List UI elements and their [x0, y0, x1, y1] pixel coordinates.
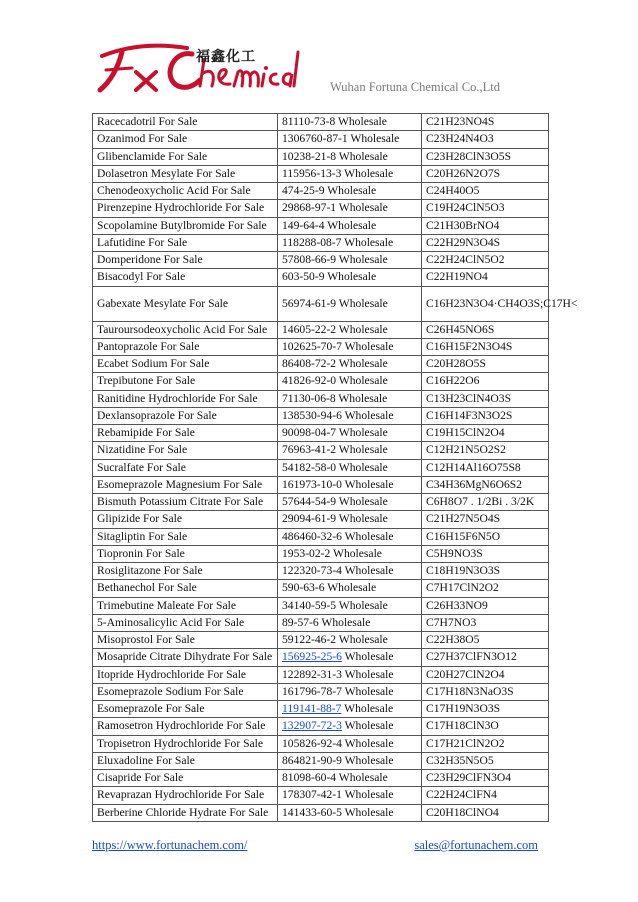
wholesale-label: Wholesale	[318, 615, 371, 629]
product-name-cell: Dolasetron Mesylate For Sale	[93, 165, 278, 182]
product-name-cell: Lafutidine For Sale	[93, 234, 278, 251]
formula-cell: C26H33NO9	[422, 597, 549, 614]
product-name-cell: Misoprostol For Sale	[93, 632, 278, 649]
cas-cell	[278, 787, 422, 804]
cas-number: 56974-61-9	[282, 296, 337, 310]
cas-number: 864821-90-9	[282, 753, 342, 767]
cas-number: 122320-73-4	[282, 564, 342, 578]
company-name: Wuhan Fortuna Chemical Co.,Ltd	[330, 80, 500, 94]
cas-number: 178307-42-1	[282, 788, 342, 802]
wholesale-label: Wholesale	[341, 736, 394, 750]
cas-number: 474-25-9	[282, 184, 325, 198]
wholesale-label: Wholesale	[341, 166, 394, 180]
wholesale-label: Wholesale	[336, 443, 388, 457]
product-name-cell: Ecabet Sodium For Sale	[93, 356, 278, 373]
wholesale-label: Wholesale	[324, 270, 377, 284]
wholesale-label: Wholesale	[336, 253, 388, 267]
cas-cell	[278, 597, 422, 614]
formula-cell: C20H28O5S	[422, 356, 549, 373]
product-name-cell: Rosiglitazone For Sale	[93, 563, 278, 580]
cas-cell	[278, 666, 422, 683]
table-row	[93, 597, 549, 614]
product-name-cell: Mosapride Citrate Dihydrate For Sale	[93, 649, 278, 666]
cas-number: 57644-54-9	[282, 495, 337, 509]
table-row	[93, 321, 549, 338]
wholesale-label: Wholesale	[336, 460, 388, 474]
cas-number: 122892-31-3	[282, 667, 342, 681]
formula-cell: C12H14Al16O75S8	[422, 459, 549, 476]
wholesale-label: Wholesale	[336, 149, 388, 163]
table-row	[93, 356, 549, 373]
table-row	[93, 683, 549, 700]
wholesale-label: Wholesale	[336, 633, 388, 647]
product-name-cell: Ozanimod For Sale	[93, 131, 278, 148]
table-row	[93, 770, 549, 787]
formula-cell: C17H19N3O3S	[422, 701, 549, 718]
wholesale-label: Wholesale	[324, 581, 377, 595]
cas-number: 59122-46-2	[282, 633, 337, 647]
cas-cell	[278, 165, 422, 182]
cas-cell	[278, 425, 422, 442]
wholesale-label: Wholesale	[335, 115, 387, 129]
product-name-cell: Sucralfate For Sale	[93, 459, 278, 476]
product-name-cell: 5-Aminosalicylic Acid For Sale	[93, 614, 278, 631]
table-row	[93, 787, 549, 804]
formula-cell: C17H21ClN2O2	[422, 735, 549, 752]
table-row	[93, 269, 549, 286]
table-row	[93, 373, 549, 390]
cas-number: 90098-04-7	[282, 426, 337, 440]
table-row	[93, 580, 549, 597]
cas-number: 57808-66-9	[282, 253, 337, 267]
product-name-cell: Racecadotril For Sale	[93, 114, 278, 131]
cas-cell	[278, 804, 422, 821]
wholesale-label: Wholesale	[335, 391, 388, 405]
wholesale-label: Wholesale	[336, 426, 388, 440]
formula-cell: C13H23ClN4O3S	[422, 390, 549, 407]
table-row	[93, 666, 549, 683]
table-row	[93, 217, 549, 234]
product-name-cell: Domperidone For Sale	[93, 252, 278, 269]
cas-number: 54182-58-0	[282, 460, 337, 474]
table-row	[93, 476, 549, 493]
formula-cell: C32H35N5O5	[422, 752, 549, 769]
cas-cell	[278, 131, 422, 148]
cas-cell	[278, 752, 422, 769]
wholesale-label: Wholesale	[341, 667, 394, 681]
cas-number: 115956-13-3	[282, 166, 342, 180]
cas-number: 10238-21-8	[282, 149, 337, 163]
product-name-cell: Scopolamine Butylbromide For Sale	[93, 217, 278, 234]
wholesale-label: Wholesale	[341, 235, 394, 249]
wholesale-label: Wholesale	[341, 339, 394, 353]
cas-cell	[278, 459, 422, 476]
product-name-cell: Cisapride For Sale	[93, 770, 278, 787]
formula-cell: C20H26N2O7S	[422, 165, 549, 182]
cas-cell	[278, 390, 422, 407]
table-row	[93, 528, 549, 545]
cas-cell	[278, 148, 422, 165]
cas-number: 71130-06-8	[282, 391, 336, 405]
product-name-cell: Esomeprazole Sodium For Sale	[93, 683, 278, 700]
formula-cell: C22H24ClFN4	[422, 787, 549, 804]
product-name-cell: Trepibutone For Sale	[93, 373, 278, 390]
wholesale-label: Wholesale	[324, 184, 377, 198]
cas-cell	[278, 614, 422, 631]
email-link[interactable]: sales@fortunachem.com	[414, 838, 538, 852]
wholesale-label: Wholesale	[336, 495, 388, 509]
product-name-cell: Dexlansoprazole For Sale	[93, 407, 278, 424]
wholesale-label: Wholesale	[324, 218, 377, 232]
product-name-cell: Glibenclamide For Sale	[93, 148, 278, 165]
wholesale-label: Wholesale	[341, 719, 394, 733]
table-row	[93, 632, 549, 649]
product-name-cell: Tauroursodeoxycholic Acid For Sale	[93, 321, 278, 338]
product-name-cell: Ranitidine Hydrochloride For Sale	[93, 390, 278, 407]
table-row	[93, 338, 549, 355]
cas-cell	[278, 321, 422, 338]
wholesale-label: Wholesale	[336, 512, 388, 526]
product-name-cell: Gabexate Mesylate For Sale	[93, 286, 278, 321]
wholesale-label: Wholesale	[341, 684, 394, 698]
formula-cell: C21H30BrNO4	[422, 217, 549, 234]
wholesale-label: Wholesale	[336, 374, 388, 388]
logo-chinese-text: 福鑫化工	[196, 49, 256, 65]
cas-cell	[278, 217, 422, 234]
product-name-cell: Rebamipide For Sale	[93, 425, 278, 442]
cas-cell	[278, 252, 422, 269]
product-name-cell: Esomeprazole For Sale	[93, 701, 278, 718]
table-row	[93, 114, 549, 131]
table-row	[93, 563, 549, 580]
table-row	[93, 459, 549, 476]
cas-number: 141433-60-5	[282, 805, 342, 819]
cas-number: 14605-22-2	[282, 322, 337, 336]
product-name-cell: Nizatidine For Sale	[93, 442, 278, 459]
wholesale-label: Wholesale	[341, 477, 394, 491]
wholesale-label: Wholesale	[341, 753, 394, 767]
cas-cell	[278, 200, 422, 217]
cas-cell	[278, 649, 422, 666]
cas-number: 1953-02-2	[282, 546, 331, 560]
wholesale-label: Wholesale	[341, 805, 394, 819]
cas-number: 603-50-9	[282, 270, 325, 284]
product-name-cell: Sitagliptin For Sale	[93, 528, 278, 545]
table-row	[93, 511, 549, 528]
product-name-cell: Tropisetron Hydrochloride For Sale	[93, 735, 278, 752]
product-name-cell: Chenodeoxycholic Acid For Sale	[93, 183, 278, 200]
cas-cell	[278, 356, 422, 373]
product-name-cell: Bisacodyl For Sale	[93, 269, 278, 286]
cas-cell	[278, 234, 422, 251]
wholesale-label: Wholesale	[336, 357, 388, 371]
cas-cell	[278, 269, 422, 286]
product-name-cell: Revaprazan Hydrochloride For Sale	[93, 787, 278, 804]
cas-link[interactable]: 119141-88-7	[282, 702, 342, 716]
wholesale-label: Wholesale	[341, 788, 394, 802]
formula-cell: C22H19NO4	[422, 269, 549, 286]
cas-link[interactable]: 156925-25-6	[282, 650, 342, 664]
cas-cell	[278, 373, 422, 390]
table-row	[93, 494, 549, 511]
cas-number: 105826-92-4	[282, 736, 342, 750]
table-row	[93, 752, 549, 769]
cas-number: 118288-08-7	[282, 235, 342, 249]
table-row	[93, 545, 549, 562]
table-row	[93, 718, 549, 735]
table-row	[93, 442, 549, 459]
cas-cell	[278, 511, 422, 528]
formula-cell: C16H22O6	[422, 373, 549, 390]
table-row	[93, 701, 549, 718]
cas-cell	[278, 338, 422, 355]
table-row	[93, 425, 549, 442]
cas-cell	[278, 545, 422, 562]
formula-cell: C23H28ClN3O5S	[422, 148, 549, 165]
table-row	[93, 286, 549, 321]
cas-cell	[278, 735, 422, 752]
formula-cell: C18H19N3O3S	[422, 563, 549, 580]
formula-cell: C34H36MgN6O6S2	[422, 476, 549, 493]
product-name-cell: Bismuth Potassium Citrate For Sale	[93, 494, 278, 511]
table-row	[93, 200, 549, 217]
cas-cell	[278, 683, 422, 700]
formula-cell: C20H18ClNO4	[422, 804, 549, 821]
cas-number: 34140-59-5	[282, 598, 337, 612]
table-row	[93, 131, 549, 148]
formula-cell: C22H38O5	[422, 632, 549, 649]
cas-number: 149-64-4	[282, 218, 325, 232]
wholesale-label: Wholesale	[336, 296, 388, 310]
formula-cell: C26H45NO6S	[422, 321, 549, 338]
cas-cell	[278, 286, 422, 321]
formula-cell: C27H37ClFN3O12	[422, 649, 549, 666]
formula-cell: C20H27ClN2O4	[422, 666, 549, 683]
product-name-cell: Ramosetron Hydrochloride For Sale	[93, 718, 278, 735]
formula-cell: C7H17ClN2O2	[422, 580, 549, 597]
product-name-cell: Glipizide For Sale	[93, 511, 278, 528]
formula-cell: C7H7NO3	[422, 614, 549, 631]
cas-cell	[278, 528, 422, 545]
cas-number: 29868-97-1	[282, 201, 337, 215]
table-row	[93, 183, 549, 200]
formula-cell: C12H21N5O2S2	[422, 442, 549, 459]
cas-cell	[278, 114, 422, 131]
product-name-cell: Pantoprazole For Sale	[93, 338, 278, 355]
formula-cell: C22H29N3O4S	[422, 234, 549, 251]
table-row	[93, 735, 549, 752]
table-row	[93, 804, 549, 821]
table-row	[93, 407, 549, 424]
table-row	[93, 649, 549, 666]
formula-cell: C17H18ClN3O	[422, 718, 549, 735]
formula-cell: C22H24ClN5O2	[422, 252, 549, 269]
cas-number: 161973-10-0	[282, 477, 342, 491]
wholesale-label: Wholesale	[341, 650, 394, 664]
formula-cell: C16H23N3O4·CH4O3S;C17H<	[422, 286, 549, 321]
cas-cell	[278, 718, 422, 735]
product-name-cell: Bethanechol For Sale	[93, 580, 278, 597]
cas-number: 161796-78-7	[282, 684, 342, 698]
wholesale-label: Wholesale	[336, 598, 388, 612]
product-table	[92, 113, 578, 822]
product-name-cell: Berberine Chloride Hydrate For Sale	[93, 804, 278, 821]
table-row	[93, 148, 549, 165]
cas-number: 76963-41-2	[282, 443, 337, 457]
cas-number: 86408-72-2	[282, 357, 337, 371]
wholesale-label: Wholesale	[336, 771, 388, 785]
cas-cell	[278, 563, 422, 580]
cas-link[interactable]: 132907-72-3	[282, 719, 342, 733]
formula-cell: C19H24ClN5O3	[422, 200, 549, 217]
product-name-cell: Pirenzepine Hydrochloride For Sale	[93, 200, 278, 217]
product-name-cell: Esomeprazole Magnesium For Sale	[93, 476, 278, 493]
formula-cell: C19H15ClN2O4	[422, 425, 549, 442]
cas-number: 138530-94-6	[282, 408, 342, 422]
website-link[interactable]: https://www.fortunachem.com/	[92, 838, 248, 852]
cas-number: 41826-92-0	[282, 374, 337, 388]
wholesale-label: Wholesale	[341, 529, 394, 543]
table-row	[93, 614, 549, 631]
formula-cell: C17H18N3NaO3S	[422, 683, 549, 700]
cas-number: 486460-32-6	[282, 529, 342, 543]
wholesale-label: Wholesale	[347, 132, 400, 146]
cas-cell	[278, 183, 422, 200]
table-row	[93, 234, 549, 251]
formula-cell: C16H15F2N3O4S	[422, 338, 549, 355]
formula-cell: C23H29ClFN3O4	[422, 770, 549, 787]
formula-cell: C16H14F3N3O2S	[422, 407, 549, 424]
formula-cell: C16H15F6N5O	[422, 528, 549, 545]
wholesale-label: Wholesale	[336, 322, 388, 336]
table-row	[93, 252, 549, 269]
wholesale-label: Wholesale	[341, 564, 394, 578]
cas-cell	[278, 580, 422, 597]
product-table-body	[93, 114, 578, 822]
wholesale-label: Wholesale	[341, 702, 394, 716]
table-row	[93, 390, 549, 407]
cas-number: 81110-73-8	[282, 115, 336, 129]
formula-cell: C24H40O5	[422, 183, 549, 200]
cas-cell	[278, 632, 422, 649]
product-name-cell: Eluxadoline For Sale	[93, 752, 278, 769]
cas-cell	[278, 701, 422, 718]
cas-number: 102625-70-7	[282, 339, 342, 353]
formula-cell: C23H24N4O3	[422, 131, 549, 148]
product-name-cell: Tiopronin For Sale	[93, 545, 278, 562]
cas-cell	[278, 407, 422, 424]
cas-cell	[278, 442, 422, 459]
formula-cell: C6H8O7 . 1/2Bi . 3/2K	[422, 494, 549, 511]
wholesale-label: Wholesale	[341, 408, 394, 422]
table-row	[93, 165, 549, 182]
formula-cell: C5H9NO3S	[422, 545, 549, 562]
cas-number: 1306760-87-1	[282, 132, 348, 146]
cas-cell	[278, 770, 422, 787]
formula-cell: C21H23NO4S	[422, 114, 549, 131]
cas-number: 29094-61-9	[282, 512, 337, 526]
cas-cell	[278, 494, 422, 511]
cas-number: 89-57-6	[282, 615, 319, 629]
cas-number: 590-63-6	[282, 581, 325, 595]
product-name-cell: Itopride Hydrochloride For Sale	[93, 666, 278, 683]
wholesale-label: Wholesale	[336, 201, 388, 215]
cas-cell	[278, 476, 422, 493]
cas-number: 81098-60-4	[282, 771, 337, 785]
formula-cell: C21H27N5O4S	[422, 511, 549, 528]
product-name-cell: Trimebutine Maleate For Sale	[93, 597, 278, 614]
wholesale-label: Wholesale	[330, 546, 382, 560]
